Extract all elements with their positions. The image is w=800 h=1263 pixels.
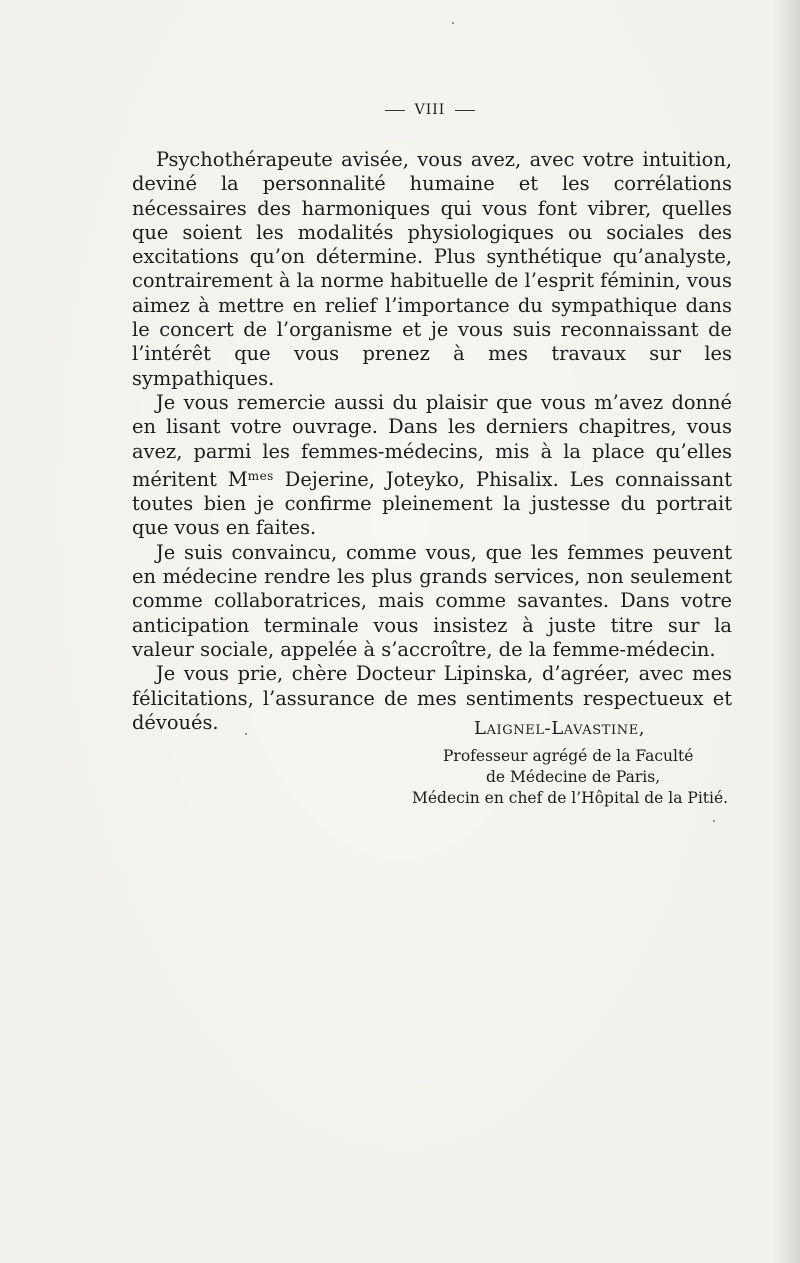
paragraph-2 — [132, 391, 732, 541]
paragraph-text: Psychothérapeute avisée, vous avez, avec votre intuition, deviné la personnalité humaine et les corrélations nécessaires des harmoniques qui vous font vibrer, quelles que soient les modalités physiologiques ou sociales des excitations qu’on détermine. Plus synthétique qu’analyste, contrairement à la norme habituelle de l’esprit féminin, vous aimez à mettre en relief l’importance du sympathique dans le concert de l’organisme et je vous suis reconnaissant de l’intérêt que vous prenez à mes travaux sur les sympathiques. — [132, 148, 732, 390]
signature-title-line: de Médecine de Paris, — [486, 768, 661, 786]
page-number-text: VIII — [414, 102, 446, 118]
signature-title-line: Professeur agrégé de la Faculté — [443, 747, 694, 765]
letter-body — [132, 148, 732, 735]
page-number — [0, 100, 800, 118]
paragraph-1 — [132, 148, 732, 391]
paper-speck — [245, 733, 247, 735]
paragraph-text: Dejerine, Joteyko, Phisalix. Les connaissant toutes bien je confirme pleinement la justesse du portrait que vous en faites. — [132, 467, 732, 540]
paper-speck — [713, 820, 715, 822]
paragraph-text: Je suis convaincu, comme vous, que les femmes peuvent en médecine rendre les plus grands services, non seulement comme collaboratrices, mais comme savantes. Dans votre anticipation terminale vous insistez à juste titre sur la valeur sociale, appelée à s’accroître, de la femme-médecin. — [132, 540, 732, 661]
paragraph-text: Je vous remercie aussi du plaisir que vous m’avez donné en lisant votre ouvrage. Dans les derniers chapitres, vous avez, parmi les femmes-médecins, mis à la place qu’elles méritent — [132, 390, 732, 491]
folio-dash-right — [455, 110, 475, 111]
signature-name: Laignel-Lavastine, — [474, 718, 646, 739]
paper-speck — [452, 22, 454, 24]
paragraph-text: Je vous prie, chère Docteur Lipinska, d’agréer, avec mes félicitations, l’assurance de mes sentiments respectueux et dévoués. — [132, 662, 732, 734]
signature-title-line: Médecin en chef de l’Hôpital de la Pitié. — [412, 789, 729, 807]
folio-dash-left — [385, 110, 405, 111]
title-abbreviation: M — [227, 467, 248, 491]
title-superscript: mes — [247, 468, 274, 483]
page-edge-shadow — [774, 0, 800, 1263]
paragraph-3 — [132, 541, 732, 662]
